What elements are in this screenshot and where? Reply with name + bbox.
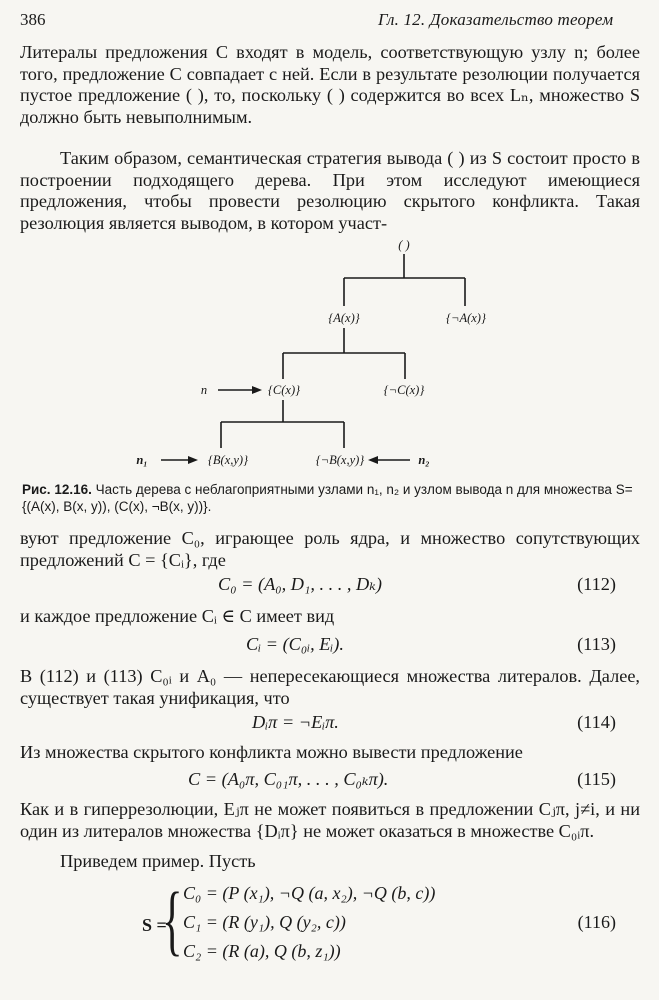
equation-body: Cᵢ = (C₀ᵢ, Eᵢ). (246, 634, 344, 654)
system-line: C₂ = (R (a), Q (b, z₁)) (183, 941, 341, 961)
equation-number: (113) (577, 634, 616, 654)
label-n: n (200, 383, 208, 397)
equation-114 (20, 712, 640, 736)
curly-brace: { (162, 876, 183, 963)
node-a: {A(x)} (328, 311, 360, 325)
arrow-head (252, 386, 262, 394)
node-root: ( ) (398, 238, 410, 252)
label-n2: n₂ (418, 453, 430, 467)
equation-113 (20, 634, 640, 658)
node-not-a: {¬A(x)} (446, 311, 486, 325)
label-n1: n₁ (136, 453, 148, 467)
equation-body: Dᵢπ = ¬Eᵢπ. (252, 712, 339, 732)
paragraph-8: Приведем пример. Пусть (60, 851, 256, 871)
equation-lhs: S = (142, 915, 167, 935)
equation-number: (115) (577, 769, 616, 789)
paragraph-2: Таким образом, семантическая стратегия вывода ( ) из S состоит просто в построении подходящего дерева. При этом исследуют имеющиеся предложения, чтобы провести резолюцию скрытого конфликта. Такая резолюция является выводом, в котором участ- (20, 148, 640, 233)
running-title: Гл. 12. Доказательство теорем (378, 10, 614, 29)
node-b: {B(x,y)} (207, 453, 249, 467)
paragraph-6: Из множества скрытого конфликта можно вывести предложение (20, 742, 523, 762)
equation-116 (20, 876, 640, 969)
paragraph-5: В (112) и (113) C₀ᵢ и A₀ — непересекающиеся множества литералов. Далее, существует такая унификация, что (20, 666, 640, 708)
resolution-tree-figure (0, 232, 659, 477)
caption-text: Часть дерева с неблагоприятными узлами n₁, n₂ и узлом вывода n для множества S={(A(x), B(x, y)), (C(x), ¬B(x, y))}. (22, 482, 633, 514)
system-line: C₁ = (R (y₁), Q (y₂, c)) (183, 912, 346, 932)
page-number: 386 (20, 10, 46, 29)
arrow-head (368, 456, 378, 464)
paragraph-7: Как и в гиперрезолюции, Eⱼπ не может появиться в предложении Cⱼπ, j≠i, и ни один из литералов множества {Dᵢπ} не может оказаться в множестве C₀ᵢπ. (20, 799, 640, 841)
node-c: {C(x)} (267, 383, 301, 397)
paragraph-1: Литералы предложения C входят в модель, соответствующую узлу n; более того, предложение C совпадает с ней. Если в результате резолюции получается пустое предложение ( ), то, поскольку ( ) содержится во всех Lₙ, множество S должно быть невыполнимым. (20, 42, 640, 127)
equation-body: C = (A₀π, C₀₁π, . . . , C₀ₖπ). (188, 769, 389, 789)
figure-caption (22, 481, 642, 515)
caption-label: Рис. 12.16. (22, 482, 92, 497)
equation-body: C₀ = (A₀, D₁, . . . , Dₖ) (218, 574, 382, 594)
arrow-head (188, 456, 198, 464)
paragraph-3: вуют предложение C₀, играющее роль ядра, и множество сопутствующих предложений C = {Cᵢ}, где (20, 528, 640, 570)
equation-112 (20, 574, 640, 598)
node-not-c: {¬C(x)} (383, 383, 425, 397)
system-line: C₀ = (P (x₁), ¬Q (a, x₂), ¬Q (b, c)) (183, 883, 436, 903)
equation-number: (114) (577, 712, 616, 732)
equation-number: (112) (577, 574, 616, 594)
equation-number: (116) (577, 912, 616, 932)
paragraph-4: и каждое предложение Cᵢ ∈ C имеет вид (20, 606, 335, 626)
node-not-b: {¬B(x,y)} (315, 453, 365, 467)
equation-115 (20, 769, 640, 793)
